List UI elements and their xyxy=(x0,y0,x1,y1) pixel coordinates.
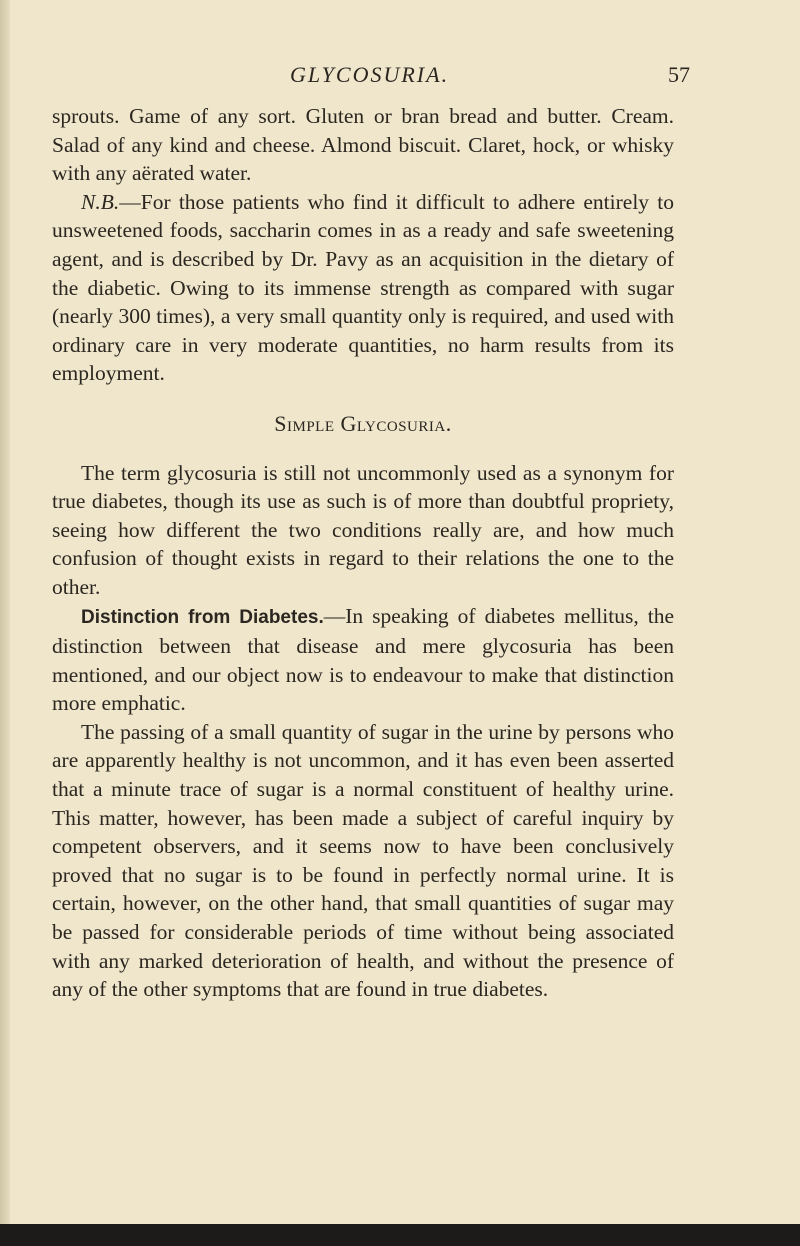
sidehead-distinction: Distinction from Diabetes. xyxy=(81,606,324,628)
paragraph-sugar-in-urine: The passing of a small quantity of sugar in the urine by persons who are apparently healthy is not uncommon, and it has even been asserted that a minute trace of sugar is a normal constituent of healthy urine. This matter, however, has been made a subject of careful inquiry by competent observers, and it seems now to have been conclusively proved that no sugar is to be found in perfectly normal urine. It is certain, however, on the other hand, that small quantities of sugar may be passed for considerable periods of time without being associated with any marked deterioration of health, and without the presence of any of the other symptoms that are found in true diabetes. xyxy=(52,719,674,1002)
page-binding-edge xyxy=(0,0,10,1246)
running-head: GLYCOSURIA. xyxy=(290,62,450,87)
paragraph-food-list: sprouts. Game of any sort. Gluten or bran bread and butter. Cream. Salad of any kind and cheese. Almond biscuit. Claret, hock, or whisky with any aërated water. xyxy=(52,104,674,186)
nb-text: —For those patients who find it difficult to adhere entirely to unsweetened foods, saccharin comes in as a ready and safe sweetening agent, and is described by Dr. Pavy as an acquisition in the dietary of the diabetic. Owing to its immense strength as compared with sugar (nearly 300 times), a very small quantity only is required, and used with ordinary care in very moderate quantities, no harm results from its employment. xyxy=(52,189,674,386)
paragraph-saccharin-note xyxy=(52,188,674,388)
scan-bottom-band xyxy=(0,1224,800,1246)
page-number: 57 xyxy=(668,62,690,87)
paragraph-distinction xyxy=(52,602,674,718)
paragraph-term-glycosuria: The term glycosuria is still not uncommonly used as a synonym for true diabetes, though its use as such is of more than doubtful propriety, seeing how different the two conditions really are, and how much confusion of thought exists in regard to their relations the one to the other. xyxy=(52,460,674,599)
section-heading: Simple Glycosuria. xyxy=(274,410,452,436)
body-text xyxy=(52,102,674,1004)
distinction-text: —In speaking of diabetes mellitus, the distinction between that disease and mere glycosuria has been mentioned, and our object now is to endeavour to make that distinction more emphatic. xyxy=(52,603,674,716)
nb-label: N.B. xyxy=(81,189,120,214)
